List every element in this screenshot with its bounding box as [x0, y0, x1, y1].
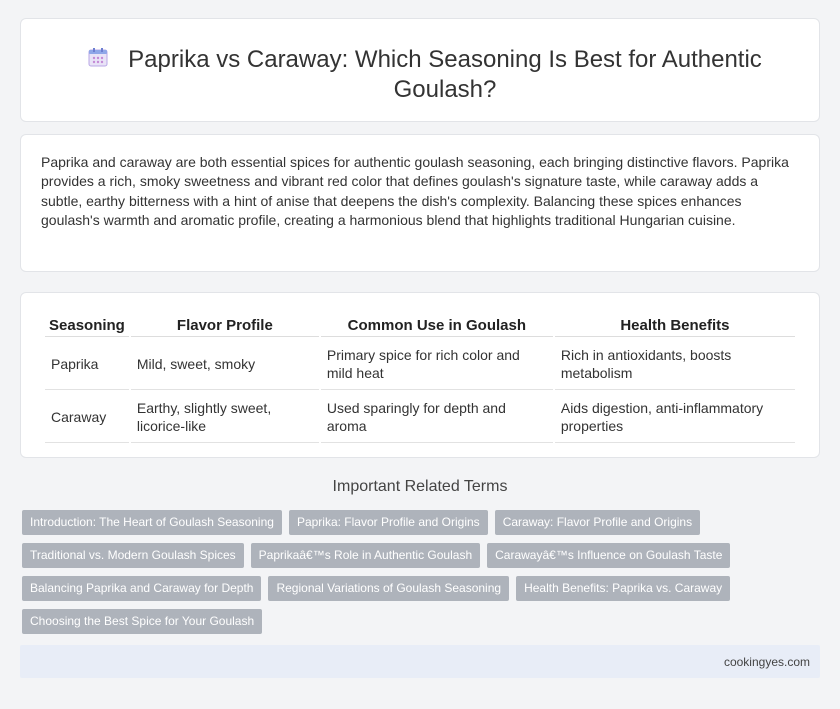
related-term-tag[interactable]: Choosing the Best Spice for Your Goulash — [22, 609, 262, 634]
column-header: Health Benefits — [555, 313, 795, 337]
table-cell: Earthy, slightly sweet, licorice-like — [131, 392, 319, 443]
table-cell: Primary spice for rich color and mild heat — [321, 339, 553, 390]
related-terms-heading: Important Related Terms — [332, 478, 508, 495]
page-title: Paprika vs Caraway: Which Seasoning Is Best for Authentic Goulash? — [128, 46, 762, 103]
table-cell: Paprika — [45, 339, 129, 390]
column-header: Common Use in Goulash — [321, 313, 553, 337]
related-term-tag[interactable]: Paprikaâ€™s Role in Authentic Goulash — [251, 543, 480, 568]
related-term-tag[interactable]: Traditional vs. Modern Goulash Spices — [22, 543, 244, 568]
related-term-tag[interactable]: Health Benefits: Paprika vs. Caraway — [516, 576, 730, 601]
column-header: Seasoning — [45, 313, 129, 337]
related-term-tag[interactable]: Carawayâ€™s Influence on Goulash Taste — [487, 543, 730, 568]
footer-site-link[interactable]: cookingyes.com — [723, 655, 810, 669]
table-cell: Used sparingly for depth and aroma — [321, 392, 553, 443]
column-header: Flavor Profile — [131, 313, 319, 337]
table-row — [45, 339, 795, 390]
table-cell: Caraway — [45, 392, 129, 443]
comparison-table-card — [20, 292, 820, 458]
table-header-row — [45, 313, 795, 337]
related-term-tag[interactable]: Balancing Paprika and Caraway for Depth — [22, 576, 261, 601]
footer — [20, 645, 820, 678]
table-cell: Aids digestion, anti-inflammatory properties — [555, 392, 795, 443]
title-card — [20, 18, 820, 122]
intro-card — [20, 134, 820, 272]
intro-paragraph: Paprika and caraway are both essential spices for authentic goulash seasoning, each bringing distinctive flavors. Paprika provides a rich, smoky sweetness and vibrant red color that defines goulash's signature taste, while caraway adds a subtle, earthy bitterness with a hint of anise that deepens the dish's complexity. Balancing these spices enhances goulash's warmth and aromatic profile, creating a harmonious blend that highlights traditional Hungarian cuisine. — [41, 154, 789, 229]
related-term-tag[interactable]: Regional Variations of Goulash Seasoning — [268, 576, 509, 601]
related-term-tag[interactable]: Caraway: Flavor Profile and Origins — [495, 510, 700, 535]
table-cell: Mild, sweet, smoky — [131, 339, 319, 390]
related-term-tag[interactable]: Introduction: The Heart of Goulash Seasoning — [22, 510, 282, 535]
related-term-tag[interactable]: Paprika: Flavor Profile and Origins — [289, 510, 488, 535]
table-row — [45, 392, 795, 443]
comparison-table — [43, 311, 797, 445]
related-terms-list — [22, 510, 782, 634]
table-cell: Rich in antioxidants, boosts metabolism — [555, 339, 795, 390]
